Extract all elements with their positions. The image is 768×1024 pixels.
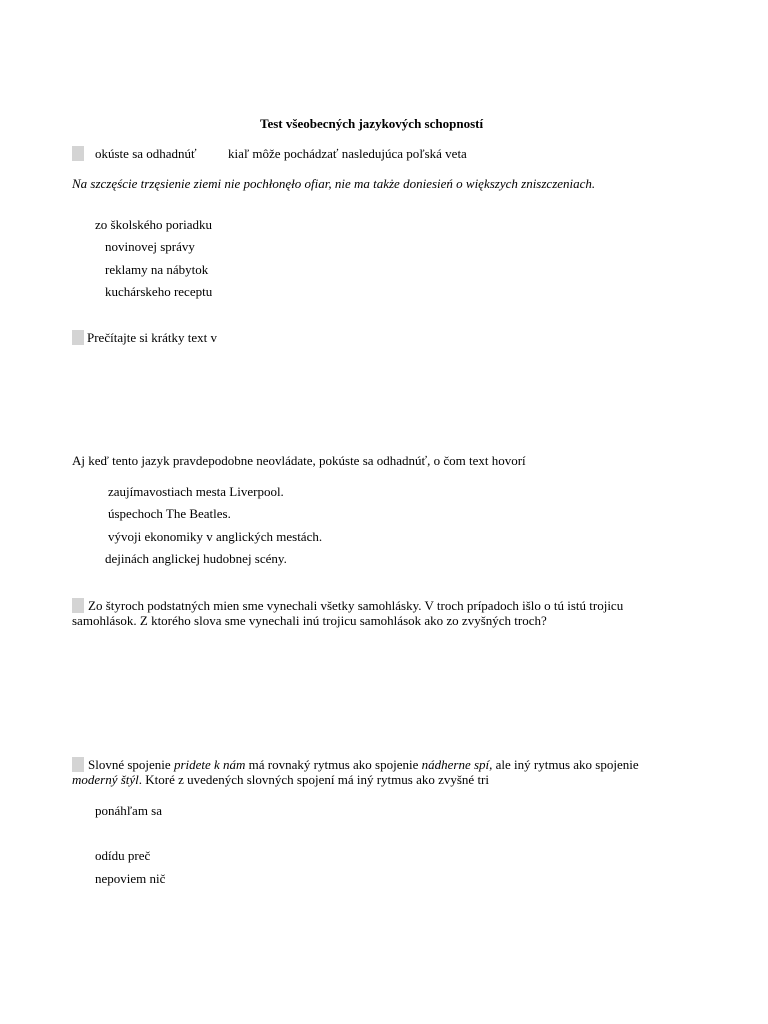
- question-2-option-2: úspechoch The Beatles.: [108, 506, 231, 521]
- question-1-option-3: reklamy na nábytok: [105, 262, 209, 277]
- question-1-text-a: okúste sa odhadnúť: [95, 146, 197, 161]
- question-2-option-1: zaujímavostiach mesta Liverpool.: [108, 484, 284, 499]
- question-2-marker: [72, 330, 84, 345]
- question-3-marker: [72, 598, 84, 613]
- question-2-text: Prečítajte si krátky text v: [87, 330, 217, 345]
- question-4-option-2: odídu preč: [95, 848, 151, 863]
- question-2-option-3: vývoji ekonomiky v anglických mestách.: [108, 529, 323, 544]
- question-4-option-3: nepoviem nič: [95, 871, 166, 886]
- question-4-line-1-a: Slovné spojenie: [88, 757, 174, 772]
- question-4-phrase-1: pridete k nám: [173, 757, 246, 772]
- question-4-option-1: ponáhľam sa: [95, 803, 163, 818]
- question-3-line-2: samohlások. Z ktorého slova sme vynechali inú trojicu samohlások ako zo zvyšných troch?: [72, 613, 547, 628]
- question-4-line-1-c: má rovnaký rytmus ako spojenie: [245, 757, 422, 772]
- question-2-option-4: dejinách anglickej hudobnej scény.: [105, 551, 287, 566]
- question-4-line-2: [72, 772, 489, 788]
- question-1-option-1: zo školského poriadku: [95, 217, 212, 232]
- question-4-phrase-2: nádherne spí: [421, 757, 490, 772]
- question-4-line-2-b: . Ktoré z uvedených slovných spojení má iný rytmus ako zvyšné tri: [138, 772, 489, 787]
- question-1-marker: [72, 146, 84, 161]
- question-1-quote: Na szczęście trzęsienie ziemi nie pochłonęło ofiar, nie ma także doniesień o większych zniszczeniach.: [72, 176, 596, 191]
- question-3-line-1: Zo štyroch podstatných mien sme vynechali všetky samohlásky. V troch prípadoch išlo o tú istú trojicu: [88, 598, 624, 613]
- question-4-marker: [72, 757, 84, 772]
- question-1-option-2: novinovej správy: [105, 239, 195, 254]
- question-1-option-4: kuchárskeho receptu: [105, 284, 213, 299]
- question-4-line-1: [88, 757, 639, 773]
- question-4-line-1-e: , ale iný rytmus ako spojenie: [489, 757, 639, 772]
- document-title: Test všeobecných jazykových schopností: [260, 116, 484, 131]
- question-4-phrase-3: moderný štýl: [72, 772, 139, 787]
- question-1-text-b: kiaľ môže pochádzať nasledujúca poľská veta: [228, 146, 467, 161]
- question-2-prompt: Aj keď tento jazyk pravdepodobne neovládate, pokúste sa odhadnúť, o čom text hovorí: [72, 453, 526, 468]
